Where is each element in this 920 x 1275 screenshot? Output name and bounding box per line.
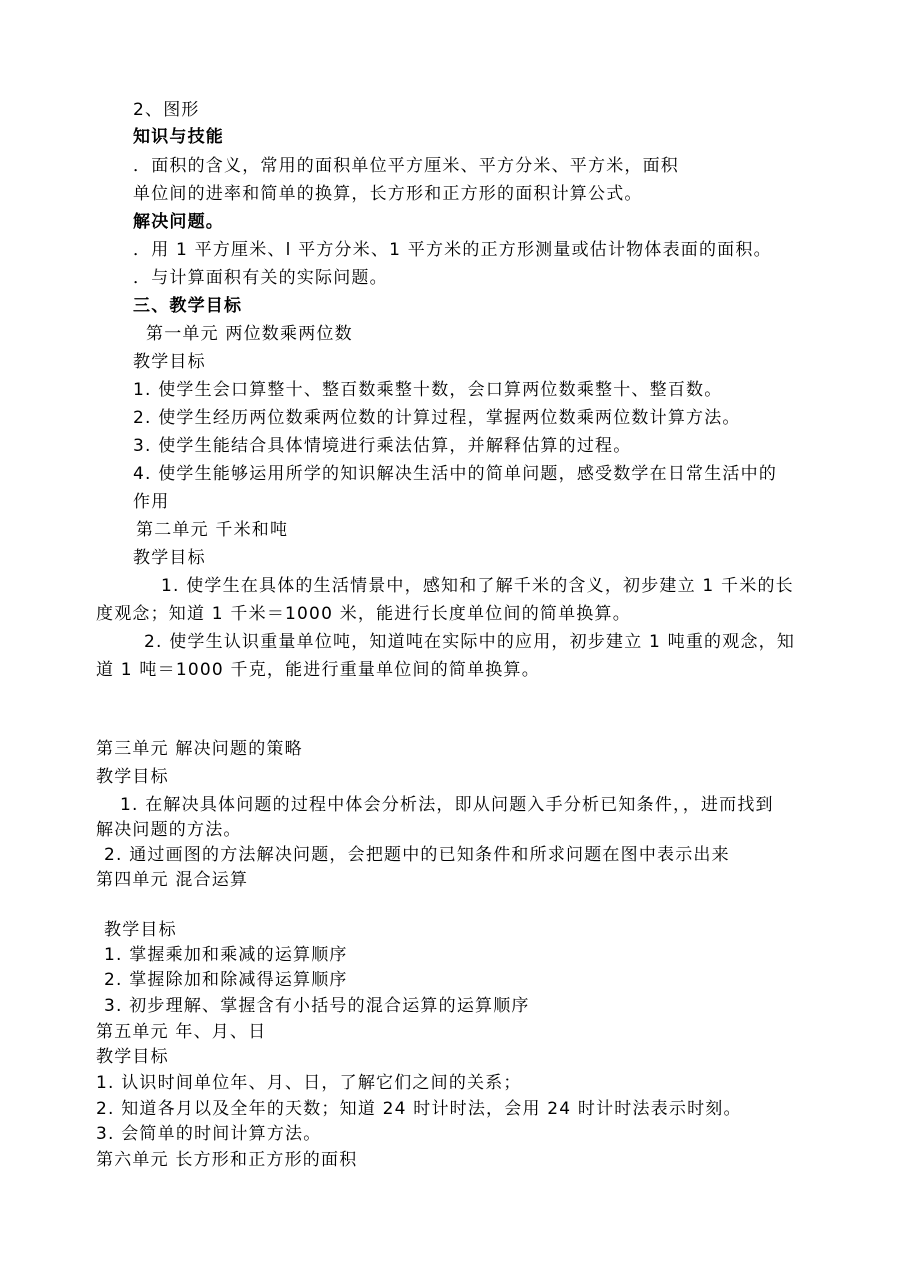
unit-heading-4: 第四单元 混合运算: [96, 870, 249, 890]
list-item: 3. 使学生能结合具体情境进行乘法估算，并解释估算的过程。: [133, 436, 632, 456]
list-item: 1. 使学生在具体的生活情景中，感知和了解千米的含义，初步建立 1 千米的长: [161, 576, 794, 596]
unit-heading-5: 第五单元 年、月、日: [96, 1022, 267, 1042]
text-line: 作用: [133, 492, 170, 512]
list-item: 2. 使学生经历两位数乘两位数的计算过程，掌握两位数乘两位数计算方法。: [133, 408, 741, 428]
section-heading-teaching-goals: 三、教学目标: [133, 296, 243, 316]
list-item: 1. 使学生会口算整十、整百数乘整十数，会口算两位数乘整十、整百数。: [133, 380, 723, 400]
list-item: 4. 使学生能够运用所学的知识解决生活中的简单问题，感受数学在日常生活中的: [133, 464, 778, 484]
goals-label: 教学目标: [96, 1047, 169, 1067]
section-heading-graphics: 2、图形: [133, 100, 200, 120]
list-item: 2. 知道各月以及全年的天数；知道 24 时计时法，会用 24 时计时法表示时刻。: [96, 1099, 742, 1119]
text-line: 单位间的进率和简单的换算，长方形和正方形的面积计算公式。: [133, 184, 643, 204]
heading-problem-solving: 解决问题。: [133, 212, 224, 232]
list-item: 3. 会简单的时间计算方法。: [96, 1124, 322, 1144]
list-item: 2. 掌握除加和除减得运算顺序: [104, 970, 348, 990]
list-item: 1. 认识时间单位年、月、日，了解它们之间的关系；: [96, 1073, 522, 1093]
goals-label: 教学目标: [133, 548, 206, 568]
text-line: ．用 1 平方厘米、l 平方分米、1 平方米的正方形测量或估计物体表面的面积。: [133, 240, 772, 260]
heading-knowledge-skills: 知识与技能: [133, 127, 224, 147]
list-item: 1. 在解决具体问题的过程中体会分析法，即从问题入手分析已知条件，，进而找到: [120, 795, 774, 815]
unit-heading-2: 第二单元 千米和吨: [136, 520, 289, 540]
text-line: 解决问题的方法。: [96, 820, 242, 840]
text-line: ．面积的含义，常用的面积单位平方厘米、平方分米、平方米，面积: [133, 156, 679, 176]
list-item: 1. 掌握乘加和乘减的运算顺序: [104, 945, 348, 965]
unit-heading-6: 第六单元 长方形和正方形的面积: [96, 1150, 358, 1170]
goals-label: 教学目标: [133, 352, 206, 372]
text-line: ．与计算面积有关的实际问题。: [133, 268, 388, 288]
unit-heading-1: 第一单元 两位数乘两位数: [146, 324, 353, 344]
goals-label: 教学目标: [104, 920, 177, 940]
list-item: 2. 使学生认识重量单位吨，知道吨在实际中的应用，初步建立 1 吨重的观念，知: [144, 632, 796, 652]
goals-label: 教学目标: [96, 767, 169, 787]
unit-heading-3: 第三单元 解决问题的策略: [96, 739, 303, 759]
list-item: 2. 通过画图的方法解决问题，会把题中的已知条件和所求问题在图中表示出来: [104, 845, 730, 865]
list-item: 3. 初步理解、掌握含有小括号的混合运算的运算顺序: [104, 996, 530, 1016]
text-line: 度观念；知道 1 千米＝1000 米，能进行长度单位间的简单换算。: [96, 604, 631, 624]
text-line: 道 1 吨＝1000 千克，能进行重量单位间的简单换算。: [96, 660, 540, 680]
